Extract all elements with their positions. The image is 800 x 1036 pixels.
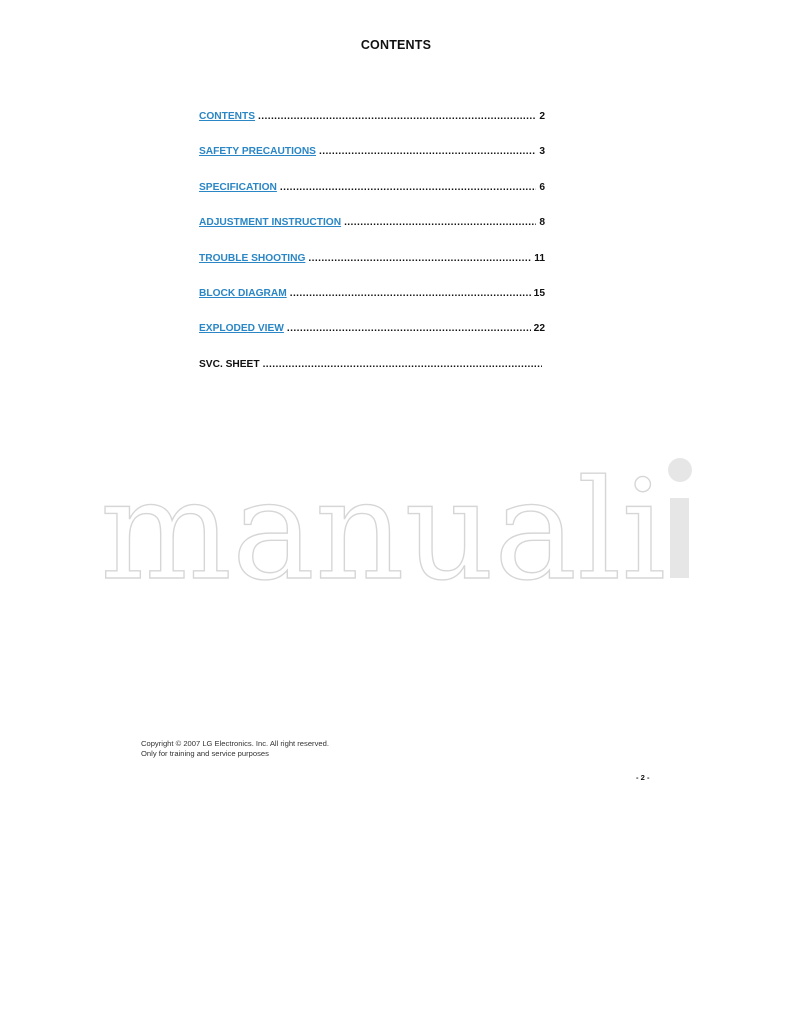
page-number: - 2 - <box>636 773 650 782</box>
watermark-logo <box>100 454 700 584</box>
toc-entry-specification[interactable] <box>199 182 545 217</box>
watermark-i-stem <box>670 498 689 578</box>
usage-notice-line: Only for training and service purposes <box>141 749 269 758</box>
toc-page-number: 15 <box>533 287 545 299</box>
toc-dot-leader <box>280 182 536 193</box>
toc-label-svc-sheet: SVC. SHEET <box>199 358 260 370</box>
toc-entry-trouble-shooting[interactable] <box>199 253 545 288</box>
toc-entry-safety-precautions[interactable] <box>199 146 545 181</box>
toc-link-specification[interactable]: SPECIFICATION <box>199 181 277 193</box>
watermark-i-dot <box>668 458 692 482</box>
toc-link-safety-precautions[interactable]: SAFETY PRECAUTIONS <box>199 146 316 158</box>
toc-dot-leader <box>258 111 536 122</box>
toc-link-contents[interactable]: CONTENTS <box>199 111 256 122</box>
toc-dot-leader <box>319 146 536 157</box>
toc-page-number: 8 <box>539 217 545 229</box>
toc-dot-leader <box>287 323 531 334</box>
toc-page-number: 11 <box>534 252 545 264</box>
table-of-contents <box>199 111 545 394</box>
toc-page-number: 22 <box>533 323 545 335</box>
toc-link-block-diagram[interactable]: BLOCK DIAGRAM <box>199 287 287 299</box>
toc-page-number: 2 <box>539 111 545 122</box>
toc-dot-leader <box>308 253 531 264</box>
copyright-notice <box>141 739 329 759</box>
toc-entry-exploded-view[interactable] <box>199 323 545 358</box>
page-title: CONTENTS <box>360 38 432 52</box>
toc-page-number: 3 <box>539 146 545 158</box>
toc-dot-leader <box>344 217 536 228</box>
watermark-text: manuali <box>100 454 666 584</box>
toc-entry-block-diagram[interactable] <box>199 288 545 323</box>
toc-link-adjustment-instruction[interactable]: ADJUSTMENT INSTRUCTION <box>199 217 342 229</box>
toc-dot-leader <box>290 288 531 299</box>
copyright-line: Copyright © 2007 LG Electronics. Inc. All right reserved. <box>141 739 329 748</box>
toc-link-trouble-shooting[interactable]: TROUBLE SHOOTING <box>199 252 306 264</box>
toc-link-exploded-view[interactable]: EXPLODED VIEW <box>199 323 284 335</box>
toc-entry-svc-sheet <box>199 359 545 394</box>
toc-dot-leader <box>263 359 542 370</box>
toc-page-number: 6 <box>539 181 545 193</box>
toc-entry-adjustment-instruction[interactable] <box>199 217 545 252</box>
toc-entry-contents[interactable] <box>199 111 545 146</box>
